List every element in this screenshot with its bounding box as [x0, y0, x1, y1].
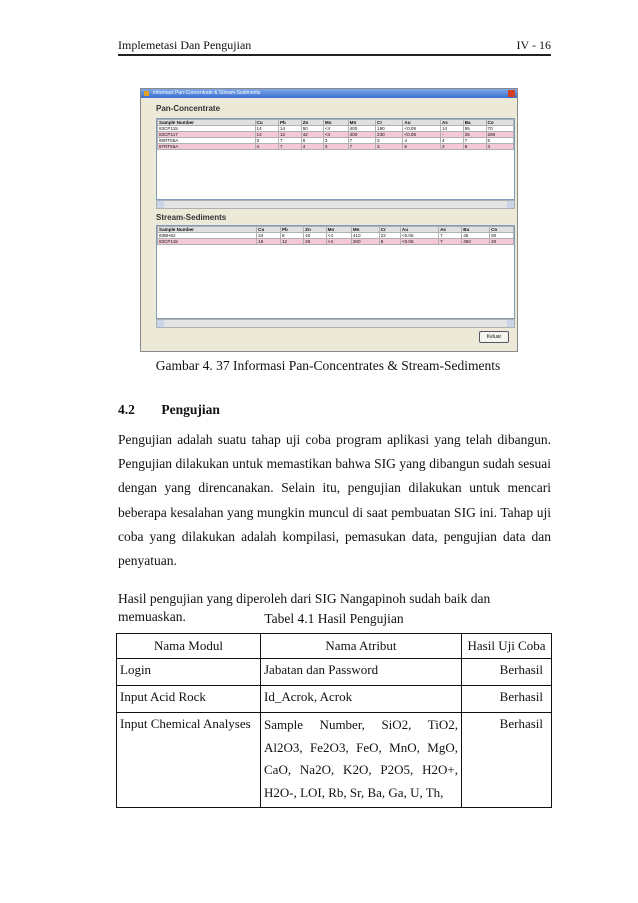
table-header-row: [117, 634, 552, 659]
grid-cell: 14: [440, 126, 463, 132]
grid-header-cell[interactable]: As: [439, 227, 462, 233]
grid-cell: 400: [348, 126, 375, 132]
cell-module: Input Chemical Analyses: [117, 713, 261, 808]
grid-header-cell[interactable]: Cu: [255, 120, 278, 126]
cell-result: Berhasil: [462, 659, 552, 686]
col-header-attribute: Nama Atribut: [261, 634, 462, 659]
close-icon[interactable]: [508, 90, 515, 97]
grid-cell: 83CP115: [158, 239, 257, 245]
grid-header-cell[interactable]: Ba: [463, 120, 486, 126]
grid-header-cell[interactable]: Sample Number: [158, 120, 256, 126]
grid-cell: 230: [376, 132, 403, 138]
pan-scrollbar[interactable]: [156, 200, 515, 209]
grid-cell: 14: [255, 126, 278, 132]
grid-cell: 70: [486, 126, 513, 132]
stream-sediments-grid[interactable]: [156, 225, 515, 319]
section-number: 4.2: [118, 402, 135, 417]
table-row: [117, 686, 552, 713]
grid-header-cell[interactable]: Ba: [462, 227, 490, 233]
grid-cell: 4: [403, 138, 441, 144]
table-row: [117, 659, 552, 686]
pan-concentrate-title: Pan-Concentrate: [156, 104, 221, 113]
grid-row[interactable]: [158, 144, 514, 150]
window-titlebar: [141, 89, 517, 98]
col-header-module: Nama Modul: [117, 634, 261, 659]
grid-header-cell[interactable]: Pb: [280, 227, 303, 233]
grid-cell: 50: [301, 126, 323, 132]
grid-cell: 40: [490, 239, 514, 245]
grid-cell: 83CP115: [158, 126, 256, 132]
grid-cell: 83BH62: [158, 233, 257, 239]
grid-cell: 26: [304, 239, 327, 245]
pan-concentrate-grid[interactable]: [156, 118, 515, 200]
grid-cell: 7: [348, 138, 375, 144]
stream-scrollbar[interactable]: [156, 319, 515, 328]
cell-attribute: Sample Number, SiO2, TiO2, Al2O3, Fe2O3, FeO, MnO, MgO, CaO, Na2O, K2O, P2O5, H2O+, H2O-, LOI, Rb, Sr, Ba, Ga, U, Th,: [261, 713, 462, 808]
grid-cell: 14: [255, 132, 278, 138]
cell-result: Berhasil: [462, 686, 552, 713]
grid-cell: 3: [323, 144, 348, 150]
grid-cell: <4: [326, 239, 351, 245]
grid-cell: 7: [463, 138, 486, 144]
grid-cell: 5: [486, 138, 513, 144]
cell-attribute: Id_Acrok, Acrok: [261, 686, 462, 713]
page-header: [118, 38, 551, 54]
grid-cell: <4: [323, 132, 348, 138]
grid-cell: 87RT56A: [158, 144, 256, 150]
paragraph-1: Pengujian adalah suatu tahap uji coba program aplikasi yang telah dibangun. Pengujian dilakukan untuk memastikan bahwa SIG yang dibangun sudah sesuai dengan yang direncanakan. Selain itu, pengujian dilakukan untuk mencari beberapa kesalahan yang mungkin muncul di saat pembuatan SIG ini. Tahap uji coba yang dilakukan adalah kompilasi, pemasukan data, pengujian data dan penyatuan.: [118, 432, 551, 569]
grid-cell: 45: [462, 233, 490, 239]
grid-header-cell[interactable]: Mn: [348, 120, 375, 126]
grid-header-cell[interactable]: Zn: [304, 227, 327, 233]
grid-cell: <0.05: [400, 233, 438, 239]
grid-cell: 7: [439, 239, 462, 245]
grid-header-cell[interactable]: Cr: [376, 120, 403, 126]
figure-caption: Gambar 4. 37 Informasi Pan-Concentrates & Stream-Sediments: [155, 358, 501, 373]
grid-header-cell[interactable]: Sample Number: [158, 227, 257, 233]
grid-cell: 42: [301, 132, 323, 138]
grid-header-cell[interactable]: Mn: [351, 227, 379, 233]
grid-cell: 4: [301, 144, 323, 150]
grid-cell: 4: [440, 138, 463, 144]
header-chapter-title: Implemetasi Dan Pengujian: [118, 38, 252, 52]
cell-attribute: Jabatan dan Password: [261, 659, 462, 686]
grid-cell: 400: [348, 132, 375, 138]
keluar-button[interactable]: Keluar: [479, 331, 509, 343]
col-header-result: Hasil Uji Coba: [462, 634, 552, 659]
grid-cell: 190: [376, 126, 403, 132]
grid-header-cell[interactable]: Co: [486, 120, 513, 126]
scroll-left-icon[interactable]: [157, 320, 164, 327]
screenshot-window: [140, 88, 518, 352]
app-icon: [144, 91, 149, 96]
grid-cell: 3: [255, 138, 278, 144]
grid-cell: 40: [304, 233, 327, 239]
scroll-right-icon[interactable]: [507, 320, 514, 327]
grid-cell: 3: [486, 144, 513, 150]
cell-module: Login: [117, 659, 261, 686]
grid-cell: <4: [323, 126, 348, 132]
grid-cell: 12: [278, 132, 301, 138]
cell-result: Berhasil: [462, 713, 552, 808]
grid-cell: 25: [463, 132, 486, 138]
section-heading: [118, 402, 220, 418]
grid-cell: 3: [376, 138, 403, 144]
table-caption: Tabel 4.1 Hasil Pengujian: [264, 611, 404, 626]
grid-header-cell[interactable]: Au: [403, 120, 441, 126]
grid-cell: 3: [440, 144, 463, 150]
grid-header-cell[interactable]: Pb: [278, 120, 301, 126]
header-divider: [118, 54, 551, 56]
results-table: [116, 633, 552, 808]
grid-header-cell[interactable]: As: [440, 120, 463, 126]
grid-cell: 7: [278, 138, 301, 144]
grid-cell: 12: [280, 239, 303, 245]
grid-header-cell[interactable]: Co: [490, 227, 514, 233]
grid-cell: 3: [376, 144, 403, 150]
grid-cell: 14: [278, 126, 301, 132]
scroll-right-icon[interactable]: [507, 201, 514, 208]
grid-header-cell[interactable]: Cr: [379, 227, 400, 233]
section-title: Pengujian: [161, 402, 220, 417]
grid-cell: 7: [348, 144, 375, 150]
grid-cell: 8: [379, 239, 400, 245]
grid-cell: 85RT56A: [158, 138, 256, 144]
grid-cell: 22: [379, 233, 400, 239]
table-row: [117, 713, 552, 808]
grid-header-cell[interactable]: Cu: [257, 227, 281, 233]
grid-cell: 65: [463, 126, 486, 132]
scroll-left-icon[interactable]: [157, 201, 164, 208]
grid-cell: <0.05: [403, 126, 441, 132]
stream-sediments-title: Stream-Sediments: [156, 213, 227, 222]
grid-cell: 83CP117: [158, 132, 256, 138]
grid-cell: 34: [257, 233, 281, 239]
grid-header-cell[interactable]: Mo: [326, 227, 351, 233]
grid-cell: <0.05: [400, 239, 438, 245]
grid-cell: 8: [280, 233, 303, 239]
grid-cell: 8: [463, 144, 486, 150]
grid-cell: <0.05: [403, 132, 441, 138]
grid-cell: 7: [439, 233, 462, 239]
paragraph-2: Hasil pengujian yang diperoleh dari SIG Nangapinoh sudah baik dan memuaskan.: [118, 591, 491, 624]
grid-header-cell[interactable]: Mo: [323, 120, 348, 126]
grid-cell: 16: [257, 239, 281, 245]
window-title: Informasi Pan-Concentrate & Stream-Sediments: [153, 90, 261, 96]
grid-cell: <4: [326, 233, 351, 239]
grid-cell: 450: [462, 239, 490, 245]
grid-cell: 6: [403, 144, 441, 150]
grid-cell: 260: [351, 239, 379, 245]
grid-cell: 50: [490, 233, 514, 239]
grid-cell: -: [440, 132, 463, 138]
grid-header-cell[interactable]: Zn: [301, 120, 323, 126]
grid-cell: 8: [301, 138, 323, 144]
grid-cell: 3: [323, 138, 348, 144]
header-page-number: IV - 16: [516, 38, 551, 52]
grid-cell: 7: [278, 144, 301, 150]
grid-row[interactable]: [158, 239, 514, 245]
grid-cell: 4: [255, 144, 278, 150]
grid-cell: 260: [486, 132, 513, 138]
grid-cell: 410: [351, 233, 379, 239]
cell-module: Input Acid Rock: [117, 686, 261, 713]
grid-header-cell[interactable]: Au: [400, 227, 438, 233]
